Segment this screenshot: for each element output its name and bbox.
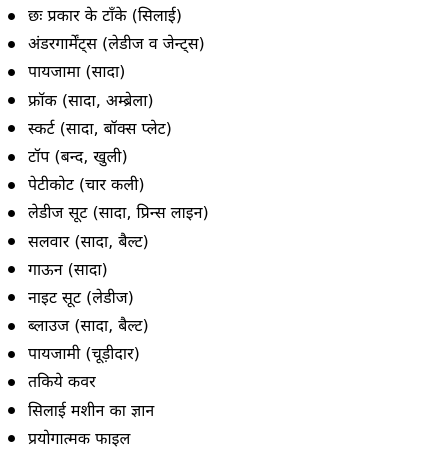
list-item: [0, 87, 431, 115]
list-item-text: पायजामी (चूड़ीदार): [28, 344, 140, 364]
list-item: [0, 340, 431, 368]
bullet-icon: [8, 13, 15, 20]
list-item: [0, 397, 431, 425]
list-item-text: अंडरगार्मेंट्स (लेडीज व जेन्ट्स): [28, 34, 205, 54]
list-item: [0, 171, 431, 199]
bullet-icon: [8, 69, 15, 76]
list-item-text: ब्लाउज (सादा, बैल्ट): [28, 316, 149, 336]
list-item: [0, 58, 431, 86]
bullet-icon: [8, 154, 15, 161]
list-item-text: गाऊन (सादा): [28, 259, 108, 279]
bullet-icon: [8, 125, 15, 132]
bullet-icon: [8, 97, 15, 104]
bullet-icon: [8, 182, 15, 189]
list-item-text: पेटीकोट (चार कली): [28, 175, 145, 195]
bullet-icon: [8, 266, 15, 273]
list-item: [0, 368, 431, 396]
bullet-icon: [8, 238, 15, 245]
list-item: [0, 199, 431, 227]
bullet-icon: [8, 379, 15, 386]
list-item: [0, 143, 431, 171]
list-item-text: नाइट सूट (लेडीज): [28, 287, 134, 307]
list-item-text: प्रयोगात्मक फाइल: [28, 428, 131, 448]
list-item-text: स्कर्ट (सादा, बॉक्स प्लेट): [28, 118, 172, 138]
bullet-list: [0, 2, 431, 453]
bullet-icon: [8, 435, 15, 442]
list-item: [0, 115, 431, 143]
bullet-icon: [8, 351, 15, 358]
list-item: [0, 256, 431, 284]
list-item-text: लेडीज सूट (सादा, प्रिन्स लाइन): [28, 203, 209, 223]
list-item-text: पायजामा (सादा): [28, 62, 126, 82]
bullet-icon: [8, 323, 15, 330]
bullet-icon: [8, 407, 15, 414]
bullet-icon: [8, 294, 15, 301]
bullet-icon: [8, 41, 15, 48]
list-item: [0, 312, 431, 340]
list-item-text: फ्रॉक (सादा, अम्ब्रेला): [28, 90, 154, 110]
list-item: [0, 425, 431, 453]
list-item: [0, 2, 431, 30]
list-item: [0, 228, 431, 256]
list-item: [0, 30, 431, 58]
list-item: [0, 284, 431, 312]
list-item-text: तकिये कवर: [28, 372, 96, 392]
bullet-icon: [8, 210, 15, 217]
list-item-text: सिलाई मशीन का ज्ञान: [28, 400, 155, 420]
list-item-text: छः प्रकार के टाँके (सिलाई): [28, 6, 182, 25]
list-item-text: टॉप (बन्द, खुली): [28, 146, 128, 166]
list-item-text: सलवार (सादा, बैल्ट): [28, 231, 149, 251]
